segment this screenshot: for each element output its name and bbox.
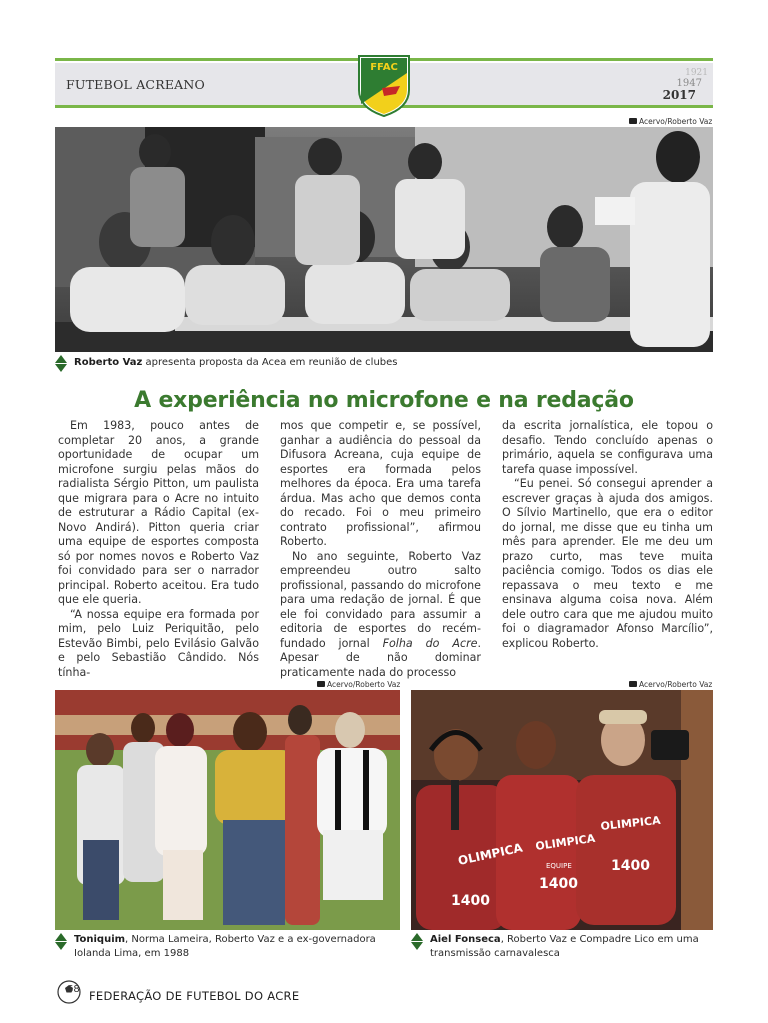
caption-marker-icon bbox=[411, 933, 423, 941]
article-column-1 bbox=[58, 419, 259, 680]
caption-marker-icon bbox=[55, 933, 67, 941]
svg-text:1400: 1400 bbox=[539, 876, 578, 892]
header-years bbox=[662, 68, 710, 104]
svg-text:OLIMPICA: OLIMPICA bbox=[456, 840, 524, 868]
ffac-shield-logo bbox=[356, 54, 412, 118]
newspaper-title: Folha do Acre bbox=[382, 636, 478, 650]
svg-text:1400: 1400 bbox=[451, 893, 490, 909]
photo-credit-right: Acervo/Roberto Vaz bbox=[629, 680, 712, 689]
svg-text:EQUIPE: EQUIPE bbox=[546, 862, 572, 870]
photo-carnival-broadcast bbox=[411, 690, 713, 930]
year-1921: 1921 bbox=[685, 68, 708, 78]
svg-text:1400: 1400 bbox=[611, 858, 650, 874]
caption-right: Aiel Fonseca, Roberto Vaz e Compadre Lico em uma transmissão carnavalesca bbox=[430, 934, 699, 959]
section-title: FUTEBOL ACREANO bbox=[66, 77, 205, 92]
year-1947: 1947 bbox=[676, 78, 702, 89]
paragraph: “A nossa equipe era formada por mim, pelo Luiz Periquitão, pelo Estevão Bimbi, pelo Evilásio Galvão e pelo Sebastião Cândido. Nós tínha- bbox=[58, 607, 259, 679]
caption-marker-icon bbox=[55, 355, 67, 363]
svg-text:OLIMPICA: OLIMPICA bbox=[534, 831, 596, 853]
caption-marker-icon bbox=[411, 942, 423, 950]
camera-icon bbox=[629, 118, 637, 124]
paragraph: mos que competir e, se possível, ganhar a audiência do pessoal da Difusora Acreana, cuja equipe de esportes era formada pelos melhores da época. Era uma tarefa árdua. Mas acho que demos conta do recado. Foi o meu primeiro contrato profissional”, afirmou Roberto. bbox=[280, 419, 481, 548]
footer-text: FEDERAÇÃO DE FUTEBOL DO ACRE bbox=[89, 989, 300, 1003]
photo-meeting bbox=[55, 127, 713, 352]
svg-text:FFAC: FFAC bbox=[370, 62, 398, 73]
paragraph: No ano seguinte, Roberto Vaz empreendeu outro salto profissional, passando do microfone para uma redação de jornal. É que ele foi convidado para assumir a editoria de esportes do recém-fundado jornal Folha do Acre. Apesar de não dominar praticamente nada do processo bbox=[280, 549, 481, 679]
article-column-2 bbox=[280, 419, 481, 680]
paragraph: “Eu penei. Só consegui aprender a escrever graças à ajuda dos amigos. O Sílvio Martinello, que era o editor do jornal, me disse que eu tinha um mês para aprender. Ele me deu um prazo curto, mas teve muita paciência comigo. Todos os dias ele repassava o meu texto e me ensinava alguma coisa nova. Além dele outro cara que me ajudou muito foi o diagramador Afonso Marcílio”, explicou Roberto. bbox=[502, 477, 713, 650]
photo-stadium-group bbox=[55, 690, 400, 930]
caption-top: Roberto Vaz apresenta proposta da Acea em reunião de clubes bbox=[74, 357, 398, 368]
article-column-3 bbox=[502, 419, 713, 651]
page-number: 68 bbox=[67, 984, 80, 995]
paragraph: Em 1983, pouco antes de completar 20 anos, a grande oportunidade de ocupar um microfone surgiu pelas mãos do radialista Sérgio Pitton, um paulista que migrara para o Acre no intuito de estruturar a Rádio Capital (ex-Novo Andirá). Pitton queria criar uma equipe de esportes composta só por nomes novos e Roberto Vaz foi convidado para ser o narrador principal. Roberto aceitou. Era tudo que ele queria. bbox=[58, 419, 259, 606]
caption-marker-icon bbox=[55, 364, 67, 372]
camera-icon bbox=[629, 681, 637, 687]
caption-marker-icon bbox=[55, 942, 67, 950]
caption-left: Toniquim, Norma Lameira, Roberto Vaz e a ex-governadora Iolanda Lima, em 1988 bbox=[74, 934, 376, 959]
paragraph: da escrita jornalística, ele topou o desafio. Tendo concluído apenas o primário, aquela se configurava uma tarefa quase impossível. bbox=[502, 419, 713, 476]
camera-icon bbox=[317, 681, 325, 687]
photo-credit-top: Acervo/Roberto Vaz bbox=[629, 117, 712, 126]
article-headline: A experiência no microfone e na redação bbox=[134, 388, 634, 413]
svg-text:OLIMPICA: OLIMPICA bbox=[599, 813, 662, 833]
year-2017: 2017 bbox=[662, 88, 696, 102]
photo-credit-left: Acervo/Roberto Vaz bbox=[317, 680, 400, 689]
